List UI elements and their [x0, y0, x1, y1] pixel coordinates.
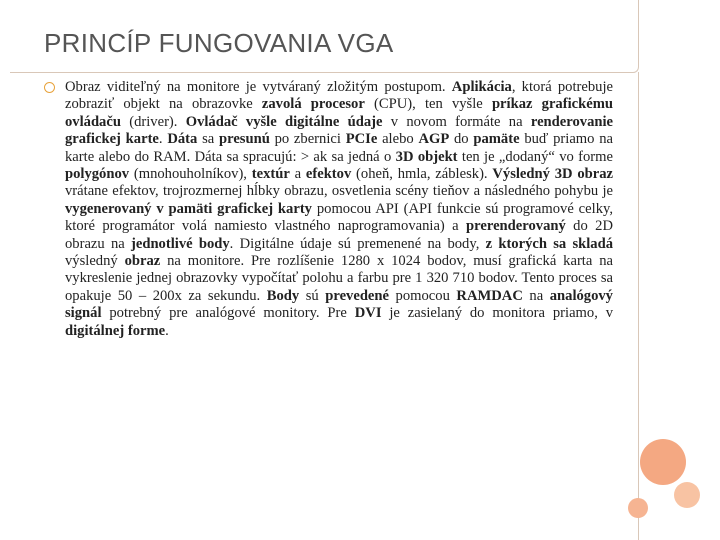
body-bold-text: príkaz grafickému ovládaču — [65, 96, 613, 130]
body-text-segment: je zasielaný do monitora priamo, v — [381, 305, 613, 322]
body-bold-text: 3D objekt — [395, 148, 458, 165]
body-text-segment: do 2D obrazu na — [65, 218, 613, 252]
body-text-segment: Obraz viditeľný na monitore je vytváraný zložitým postupom. — [65, 79, 452, 95]
body-bold-text: efektov — [305, 166, 352, 183]
frame-right-border — [638, 72, 639, 540]
decorative-circle-large — [640, 439, 686, 485]
body-bold-text: pamäte — [473, 131, 520, 148]
body-text-segment: (oheň, hmla, záblesk). — [351, 166, 493, 183]
body-bold-text: obraz — [124, 253, 161, 270]
body-text-segment: po zbernici — [269, 131, 346, 148]
body-bold-text: presunú — [218, 131, 270, 148]
body-text-segment: a — [289, 166, 306, 183]
body-bold-text: renderovanie grafickej karte — [65, 113, 614, 148]
decorative-circle-tiny — [628, 498, 648, 518]
body-bold-text: prerenderovaný — [466, 218, 566, 235]
body-text-segment: (CPU), ten vyšle — [364, 96, 492, 113]
body-bold-text: PCIe — [345, 131, 378, 148]
body-text-segment: ten je „dodaný“ vo forme — [457, 148, 613, 165]
body-bold-text: Body — [266, 287, 300, 304]
slide-body-paragraph — [65, 79, 613, 340]
body-bold-text: prevedené — [325, 287, 390, 304]
body-bold-text: Výsledný 3D obraz — [492, 166, 613, 183]
body-text-segment: v novom formáte na — [382, 113, 531, 130]
body-bold-text: z ktorých sa skladá — [485, 235, 614, 252]
body-text-segment: pomocou — [389, 287, 457, 304]
body-text-segment: . — [165, 322, 169, 339]
body-text-segment: výsledný — [65, 253, 125, 270]
body-text-segment: na — [522, 287, 550, 304]
body-text-segment: , ktorá potrebuje zobraziť objekt na obrazovke — [65, 79, 613, 113]
body-text-segment: do — [449, 131, 474, 148]
body-bold-text: Aplikácia — [451, 79, 512, 95]
body-text-segment: (mnohouholníkov), — [129, 166, 252, 183]
body-bold-text: Ovládač vyšle digitálne údaje — [185, 113, 383, 130]
circle-bullet-icon — [44, 82, 55, 93]
body-text-segment: sa — [197, 131, 219, 148]
body-bold-text: polygónov — [65, 166, 130, 183]
body-bold-text: textúr — [251, 166, 290, 183]
body-text-segment: sú — [299, 287, 326, 304]
body-bold-text: digitálnej forme — [65, 322, 166, 339]
body-text-segment: vrátane efektov, trojrozmernej hĺbky obrazu, osvetlenia scény tieňov a následného pohybu je — [65, 183, 613, 200]
body-text-segment: potrebný pre analógové monitory. Pre — [101, 305, 355, 322]
body-bold-text: AGP — [418, 131, 450, 148]
decorative-circle-small — [674, 482, 700, 508]
body-text-segment: na monitore. Pre rozlíšenie 1280 x 1024 bodov, musí grafická karta na vykreslenie jednej obrazovky vypočítať polohu a farbu pre 1 320 710 bodov. Tento proces sa opakuje 50 – 200x za sekundu. — [65, 253, 613, 304]
slide-title: PRINCÍP FUNGOVANIA VGA — [44, 28, 394, 58]
body-bold-text: analógový signál — [65, 287, 613, 322]
body-bold-text: Dáta — [167, 131, 198, 148]
body-bold-text: DVI — [354, 305, 382, 322]
body-text-segment: pomocou API (API funkcie sú programové celky, ktoré programátor volá namiesto vlastného naprogramovania) a — [65, 200, 613, 235]
body-text-segment: . Digitálne údaje sú premenené na body, — [229, 235, 486, 252]
body-bold-text: vygenerovaný v pamäti grafickej karty — [65, 200, 312, 217]
body-text-segment: . — [158, 131, 168, 148]
body-bold-text: zavolá procesor — [261, 96, 365, 113]
body-bold-text: RAMDAC — [456, 287, 523, 304]
body-text-segment: alebo — [377, 131, 419, 148]
body-text-segment: buď priamo na karte alebo do RAM. Dáta sa spracujú: > ak sa jedná o — [65, 131, 613, 165]
body-text-segment: (driver). — [120, 113, 186, 130]
body-bold-text: jednotlivé body — [130, 235, 230, 252]
